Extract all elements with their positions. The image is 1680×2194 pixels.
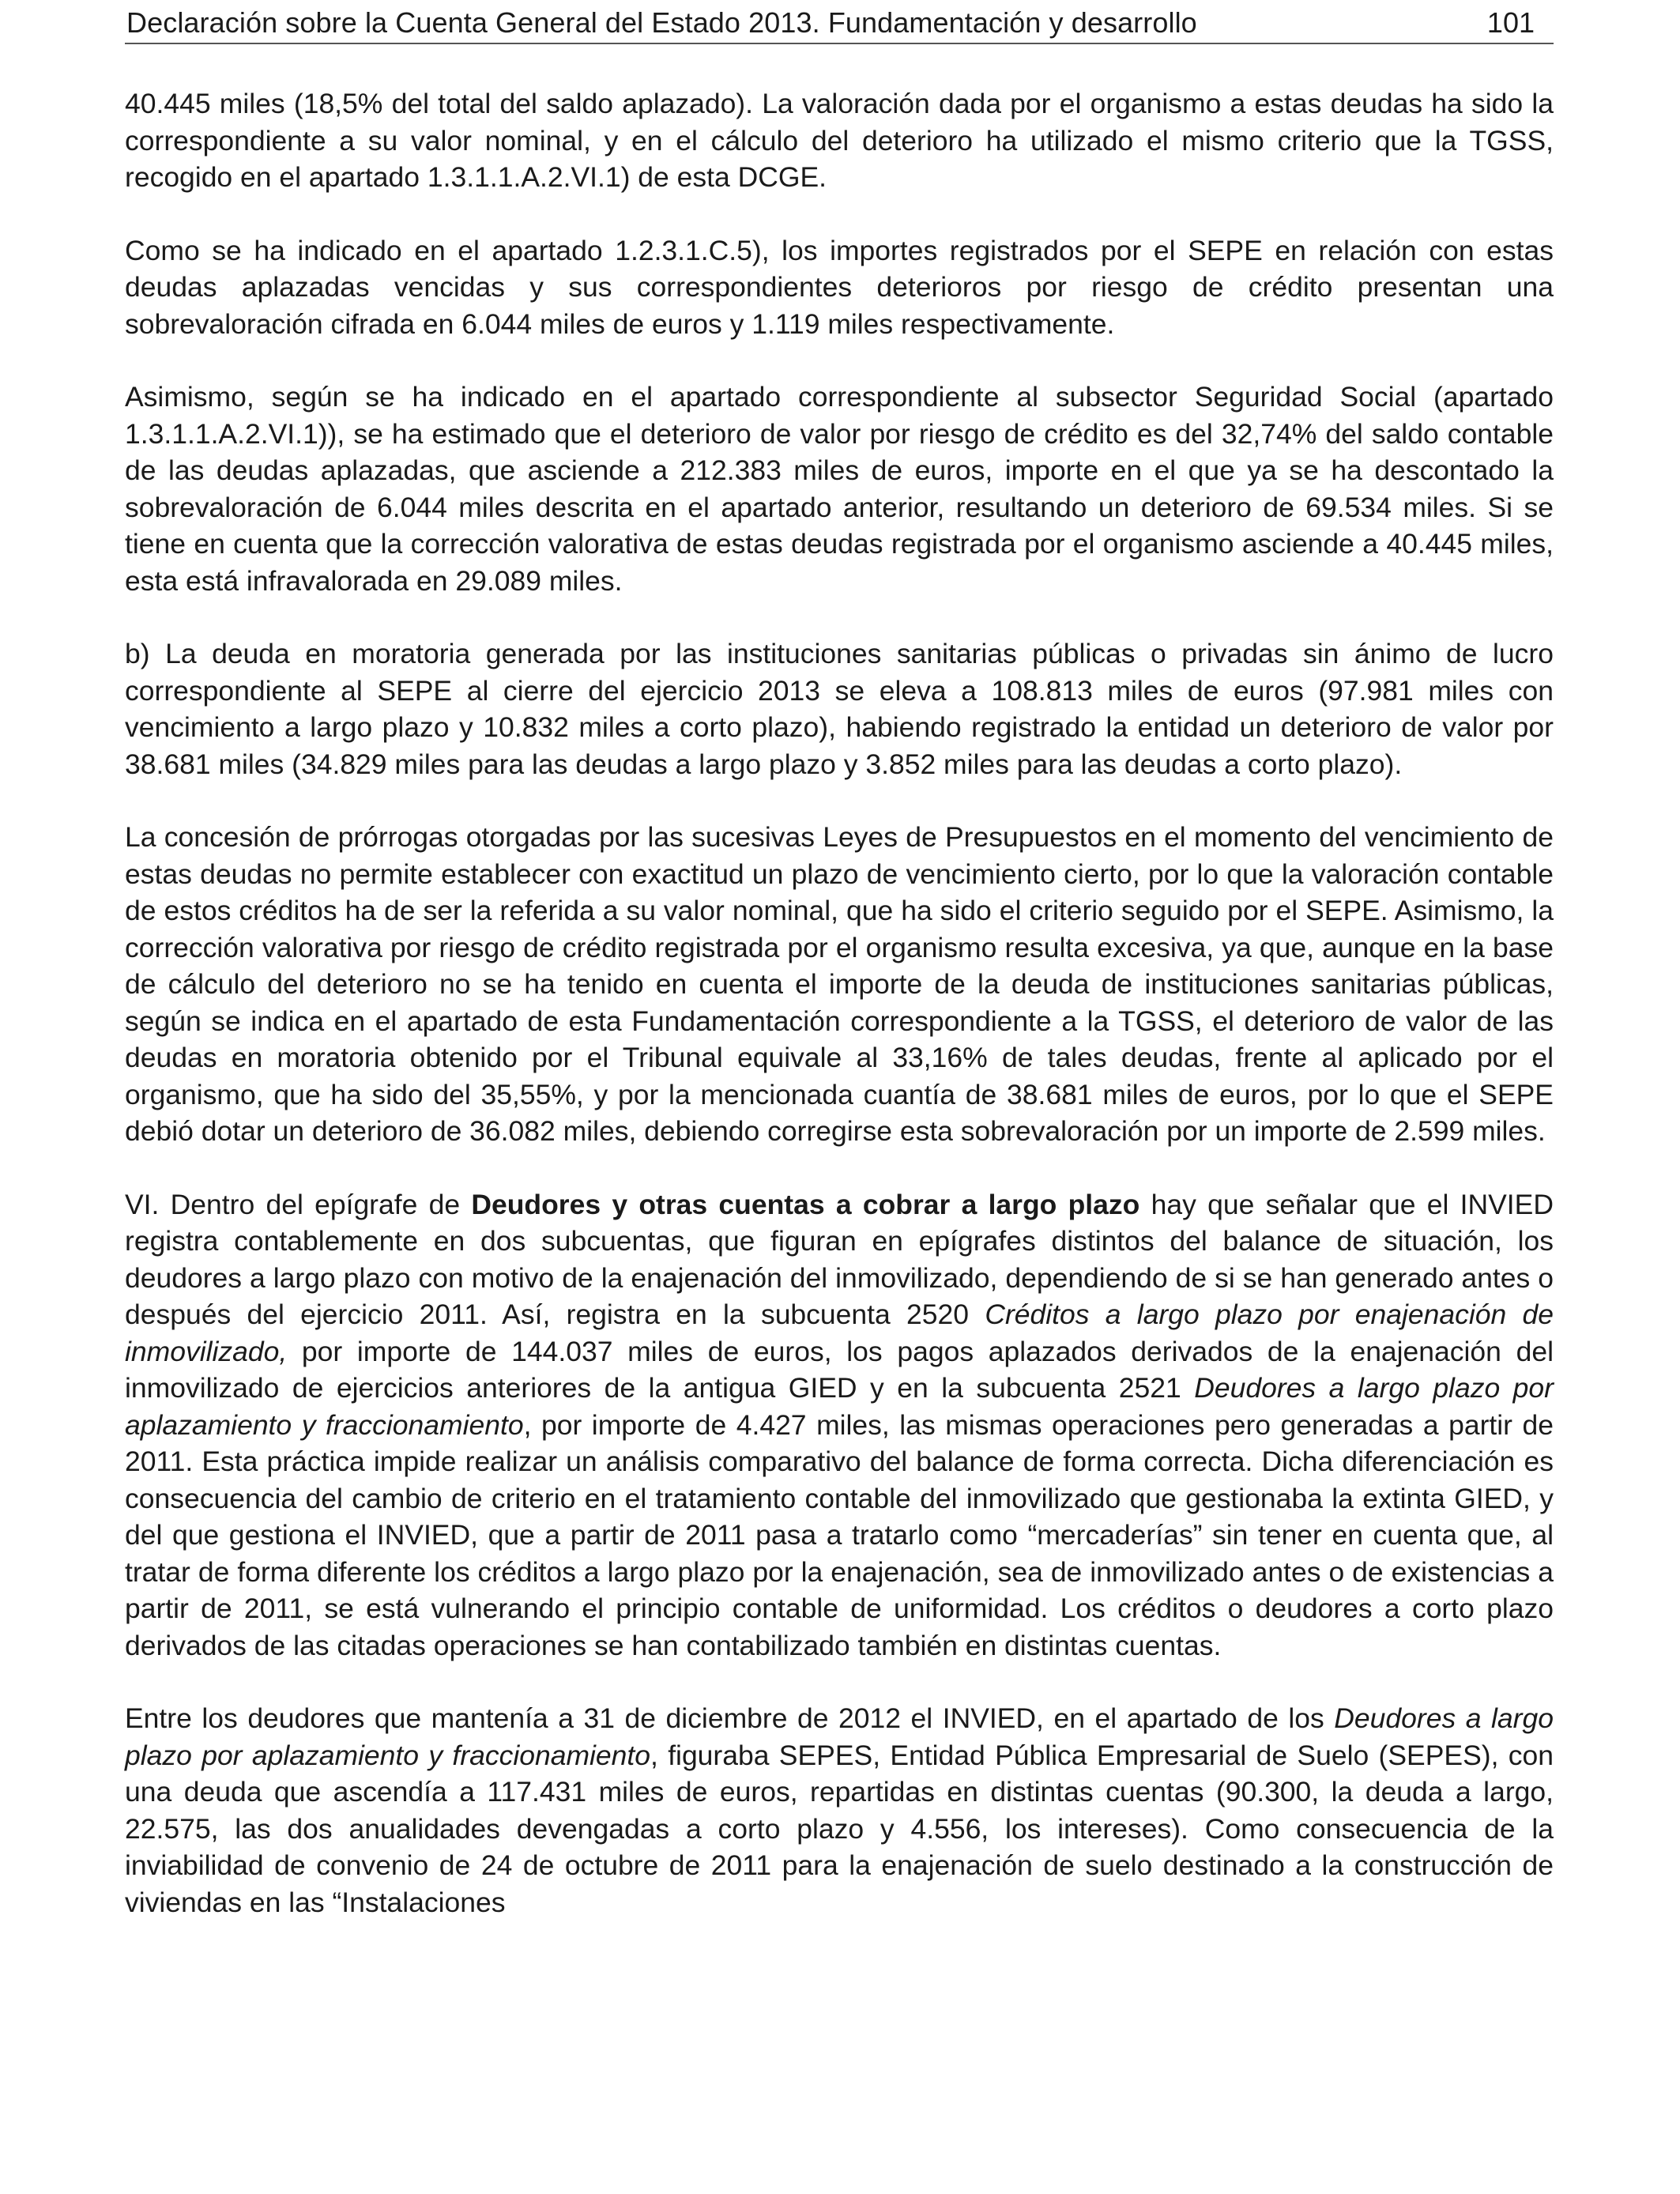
paragraph-6-bold-heading: Deudores y otras cuentas a cobrar a largo plazo	[471, 1188, 1140, 1220]
paragraph-2: Como se ha indicado en el apartado 1.2.3.1.C.5), los importes registrados por el SEPE en relación con estas deudas aplazadas vencidas y sus correspondientes deterioros por riesgo de crédito presentan una sobrevaloración cifrada en 6.044 miles de euros y 1.119 miles respectivamente.	[125, 234, 1554, 340]
paragraph-6-text-2: hay que señalar que el INVIED registra contablemente en dos subcuentas, que figuran en epígrafes distintos del balance de situación, los deudores a largo plazo con motivo de la enajenación del inmovilizado, dependiendo de si se han generado antes o después del ejercicio 2011. Así, registra en la subcuenta 2520	[125, 1188, 1554, 1330]
paragraph-6	[125, 1186, 1554, 1664]
paragraph-7-italic-account: Deudores a largo plazo por aplazamiento y fraccionamiento	[125, 1702, 1554, 1771]
paragraph-6-italic-account-2520: Créditos a largo plazo por enajenación de inmovilizado,	[125, 1299, 1554, 1367]
page-number: 101	[1486, 6, 1535, 39]
paragraph-6-text-4: , por importe de 4.427 miles, las mismas operaciones pero generadas a partir de 2011. Esta práctica impide realizar un análisis comparativo del balance de forma correcta. Dicha diferenciación es consecuencia del cambio de criterio en el tratamiento contable del inmovilizado que gestionaba la extinta GIED, y del que gestiona el INVIED, que a partir de 2011 pasa a tratarlo como “mercaderías” sin tener en cuenta que, al tratar de forma diferente los créditos a largo plazo por la enajenación, sea de inmovilizado antes o de existencias a partir de 2011, se está vulnerando el principio contable de uniformidad. Los créditos o deudores a corto plazo derivados de las citadas operaciones se han contabilizado también en distintas cuentas.	[125, 1408, 1554, 1661]
paragraph-5: La concesión de prórrogas otorgadas por las sucesivas Leyes de Presupuestos en el momento del vencimiento de estas deudas no permite establecer con exactitud un plazo de vencimiento cierto, por lo que la valoración contable de estos créditos ha de ser la referida a su valor nominal, que ha sido el criterio seguido por el SEPE. Asimismo, la corrección valorativa por riesgo de crédito registrada por el organismo resulta excesiva, ya que, aunque en la base de cálculo del deterioro no se ha tenido en cuenta el importe de la deuda de instituciones sanitarias públicas, según se indica en el apartado de esta Fundamentación correspondiente a la TGSS, el deterioro de valor de las deudas en moratoria obtenido por el Tribunal equivale al 33,16% de tales deudas, frente al aplicado por el organismo, que ha sido del 35,55%, y por la mencionada cuantía de 38.681 miles de euros, por lo que el SEPE debió dotar un deterioro de 36.082 miles, debiendo corregirse esta sobrevaloración por un importe de 2.599 miles.	[125, 821, 1554, 1147]
paragraph-7	[125, 1700, 1554, 1921]
paragraph-7-text-1: Entre los deudores que mantenía a 31 de diciembre de 2012 el INVIED, en el apartado de los	[125, 1702, 1335, 1734]
paragraph-3: Asimismo, según se ha indicado en el apartado correspondiente al subsector Seguridad Social (apartado 1.3.1.1.A.2.VI.1)), se ha estimado que el deterioro de valor por riesgo de crédito es del 32,74% del saldo contable de las deudas aplazadas, que asciende a 212.383 miles de euros, importe en el que ya se ha descontado la sobrevaloración de 6.044 miles descrita en el apartado anterior, resultando un deterioro de 69.534 miles. Si se tiene en cuenta que la corrección valorativa de estas deudas registrada por el organismo asciende a 40.445 miles, esta está infravalorada en 29.089 miles.	[125, 381, 1554, 597]
paragraph-6-italic-account-2521: Deudores a largo plazo por aplazamiento y fraccionamiento	[125, 1372, 1554, 1441]
document-body	[125, 85, 1554, 1957]
paragraph-7-text-2: , figuraba SEPES, Entidad Pública Empresarial de Suelo (SEPES), con una deuda que ascendía a 117.431 miles de euros, repartidas en distintas cuentas (90.300, la deuda a largo, 22.575, las dos anualidades devengadas a corto plazo y 4.556, los intereses). Como consecuencia de la inviabilidad de convenio de 24 de octubre de 2011 para la enajenación de suelo destinado a la construcción de viviendas en las “Instalaciones	[125, 1739, 1554, 1918]
paragraph-6-text-1: VI. Dentro del epígrafe de	[125, 1188, 472, 1220]
header-title: Declaración sobre la Cuenta General del Estado 2013. Fundamentación y desarrollo	[126, 6, 1197, 39]
page-header	[125, 0, 1554, 44]
paragraph-6-text-3: por importe de 144.037 miles de euros, los pagos aplazados derivados de la enajenación del inmovilizado de ejercicios anteriores de la antigua GIED y en la subcuenta 2521	[125, 1335, 1554, 1404]
paragraph-1: 40.445 miles (18,5% del total del saldo aplazado). La valoración dada por el organismo a estas deudas ha sido la correspondiente a su valor nominal, y en el cálculo del deterioro ha utilizado el mismo criterio que la TGSS, recogido en el apartado 1.3.1.1.A.2.VI.1) de esta DCGE.	[125, 88, 1554, 193]
paragraph-4: b) La deuda en moratoria generada por las instituciones sanitarias públicas o privadas sin ánimo de lucro correspondiente al SEPE al cierre del ejercicio 2013 se eleva a 108.813 miles de euros (97.981 miles con vencimiento a largo plazo y 10.832 miles a corto plazo), habiendo registrado la entidad un deterioro de valor por 38.681 miles (34.829 miles para las deudas a largo plazo y 3.852 miles para las deudas a corto plazo).	[125, 638, 1554, 780]
